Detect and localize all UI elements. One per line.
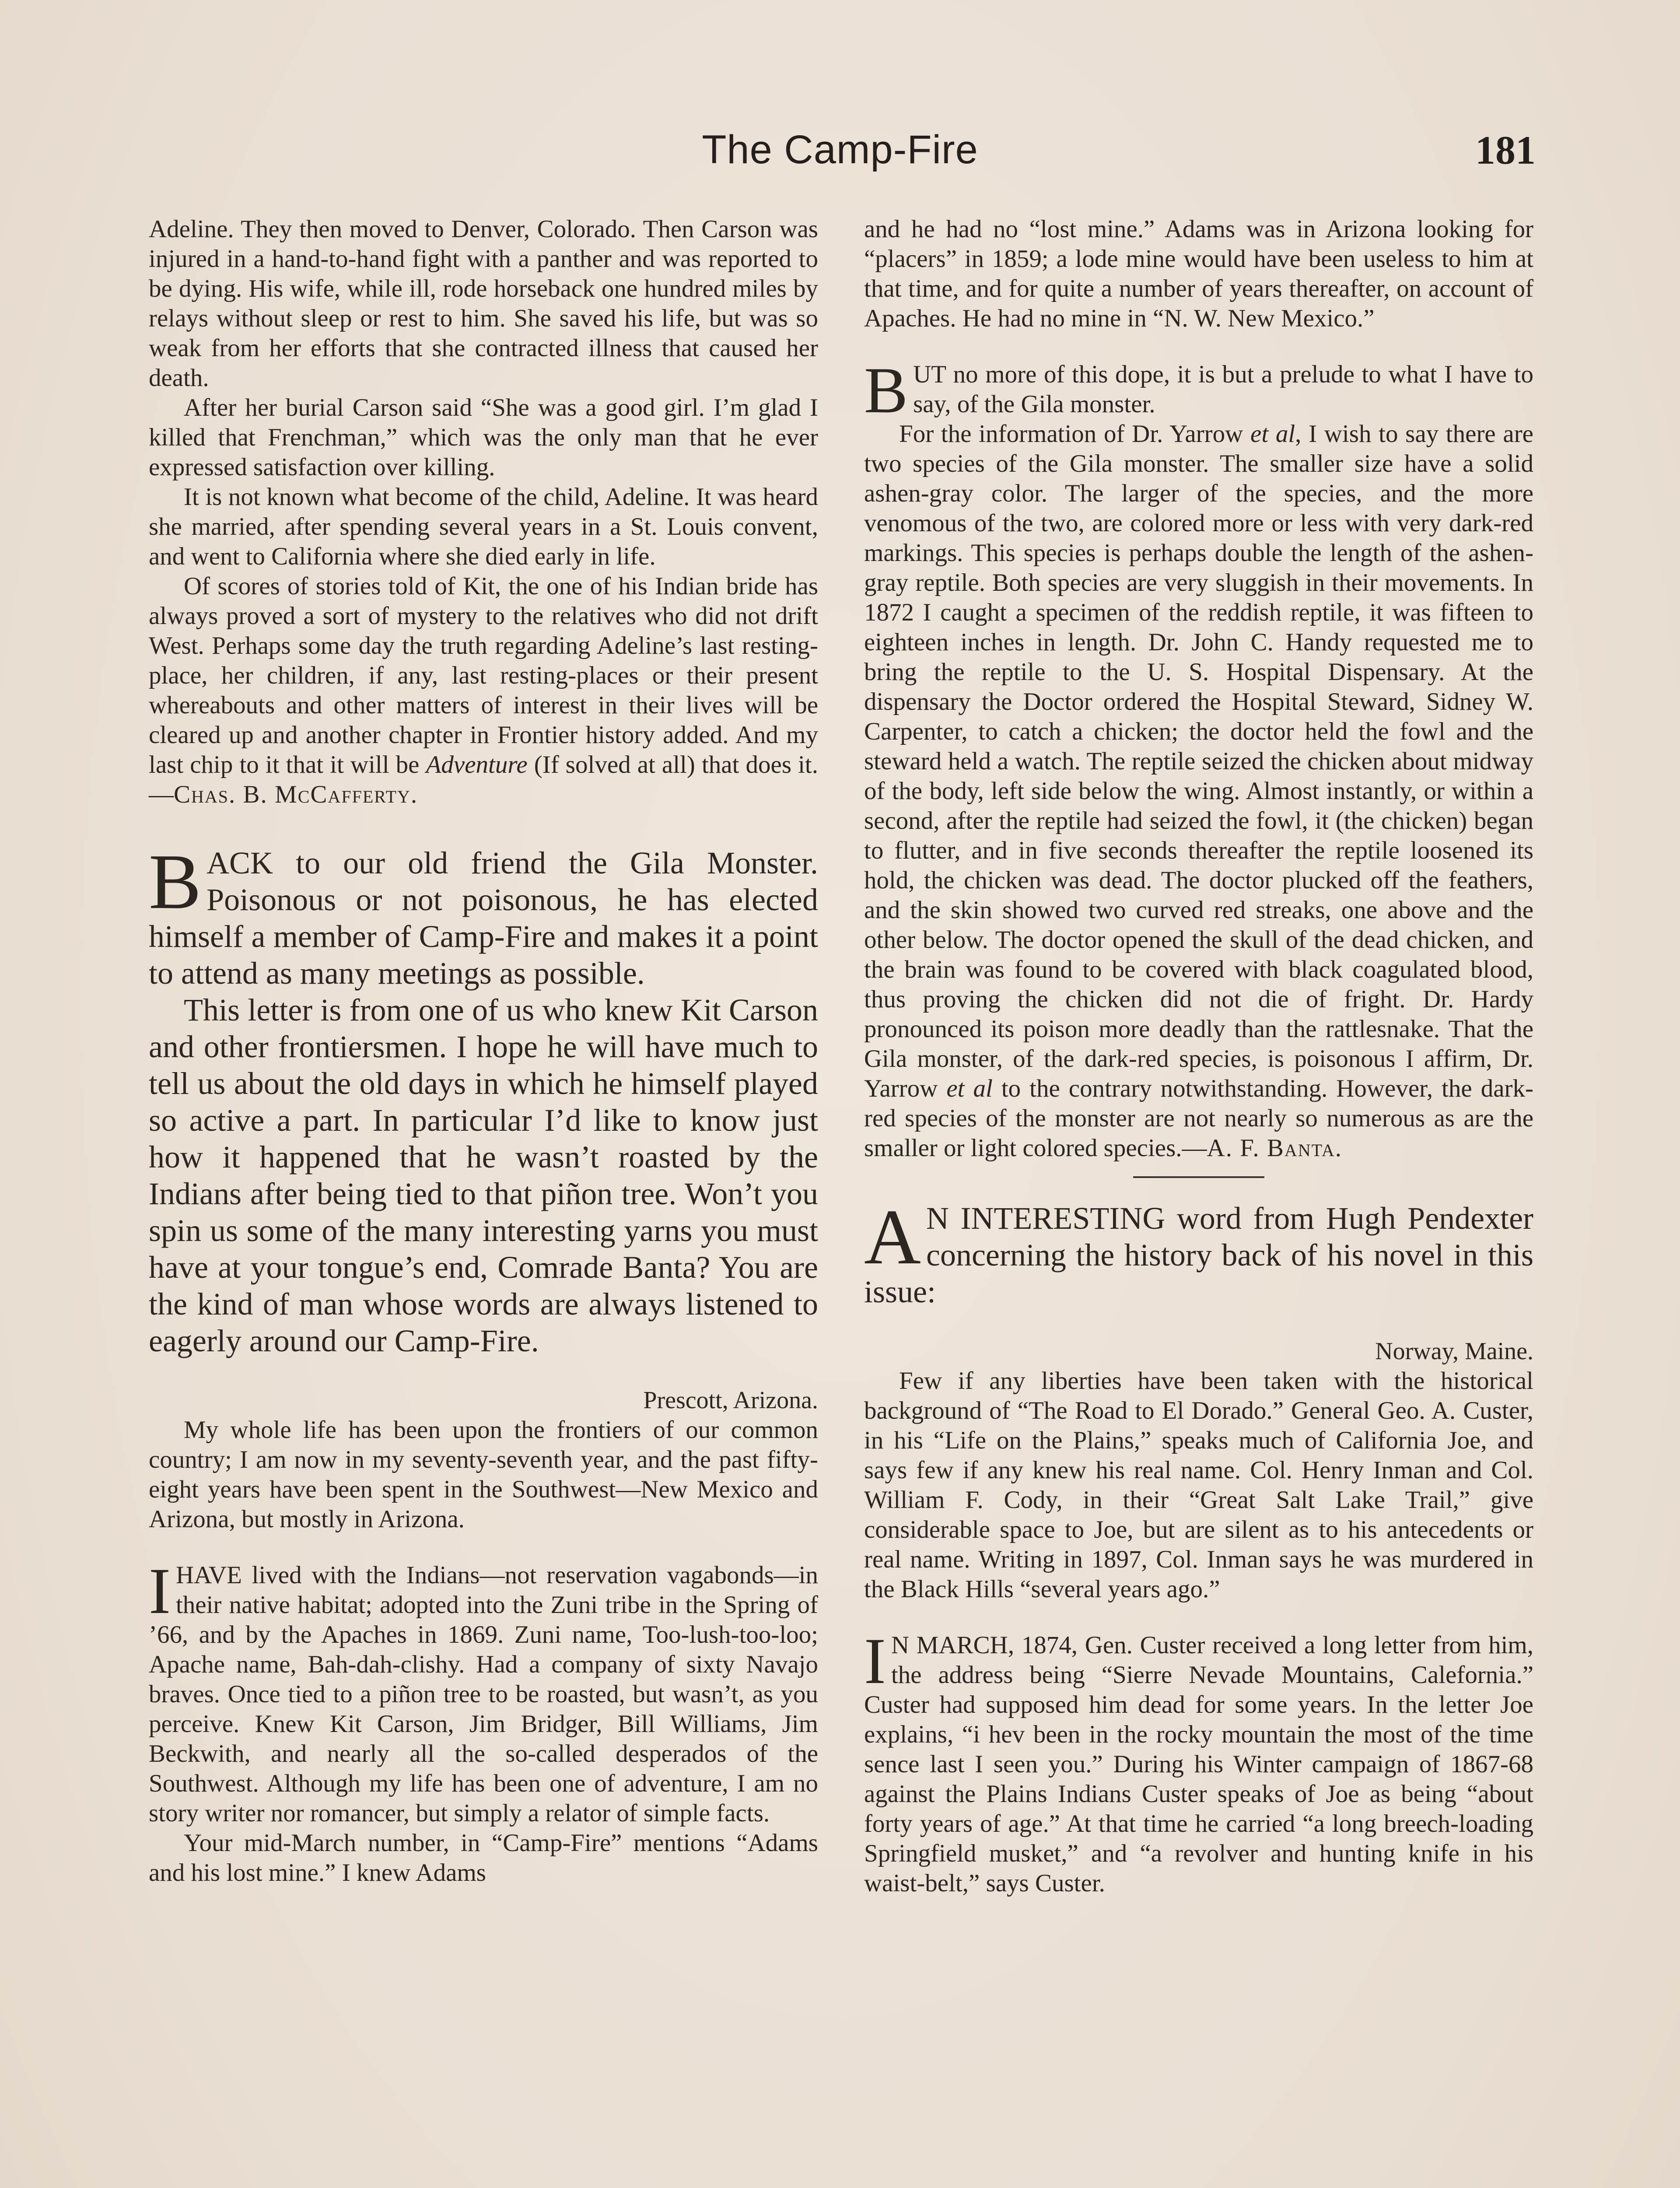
italic-text: et al [1250,420,1295,448]
text-run: to the contrary notwithstanding. However, the dark-red species of the monster are not nearly so numerous as are the smaller or light colored species.— [864,1075,1533,1162]
paragraph: and he had no “lost mine.” Adams was in Arizona looking for “placers” in 1859; a lode mine would have been useless to him at that time, and for quite a number of years thereafter, on account of Apaches. He had no mine in “N. W. New Mexico.” [864,215,1533,332]
paragraph [149,1555,818,1828]
text-run: ACK to our old friend the Gila Monster. Poisonous or not poisonous, he has elected himself a member of Camp-Fire and makes it a point to attend as many meetings as possible. [149,845,818,991]
letter-place: Norway, Maine. [1375,1338,1533,1365]
signature: Chas. B. McCafferty. [174,781,418,808]
drop-cap: A [864,1193,921,1280]
right-column [864,214,1533,1898]
paragraph [149,838,818,992]
text-run: N INTERESTING word from Hugh Pendexter concerning the history back of his novel in this issue: [864,1201,1533,1309]
paragraph: Few if any liberties have been taken with the historical background of “The Road to El Dorado.” General Geo. A. Custer, in his “Life on the Plains,” speaks much of California Joe, and says few if any knew his real name. Col. Henry Inman and Col. William F. Cody, in their “Great Salt Lake Trail,” give considerable space to Joe, but are silent as to his antecedents or real name. Writing in 1897, Col. Inman says he was murdered in the Black Hills “several years ago.” [864,1367,1533,1603]
text-run: For the information of Dr. Yarrow [899,420,1251,448]
running-title: The Camp-Fire [702,127,978,172]
drop-cap: B [149,838,202,925]
paragraph: Your mid-March number, in “Camp-Fire” mentions “Adams and his lost mine.” I knew Adams [149,1829,818,1886]
left-column [149,214,818,1888]
paragraph [864,419,1533,1163]
editor-intro [149,838,818,1359]
signature: A. F. Banta. [1207,1134,1342,1162]
page-number: 181 [1475,128,1536,172]
text-run: N MARCH, 1874, Gen. Custer received a long letter from him, the address being “Sierre Nevade Mountains, Calefornia.” Custer had supposed him dead for some years. In the letter Joe explains, “i hev been in the rocky mountain the most of the time sence last I seen you.” During his Winter campaign of 1867-68 against the Plains Indians Custer speaks of Joe as being “about forty years of age.” At that time he carried “a long breech-loading Springfield musket,” and “a revolver and hunting knife in his waist-belt,” says Custer. [864,1631,1533,1897]
paragraph: My whole life has been upon the frontiers of our common country; I am now in my seventy-seventh year, and the past fifty-eight years have been spent in the Southwest—New Mexico and Arizona, but mostly in Arizona. [149,1416,818,1533]
paragraph [864,354,1533,427]
editor-intro [864,1193,1533,1310]
text-run: (If solved at all) that does it.— [149,751,818,808]
italic-text: et al [946,1075,993,1102]
text-run: UT no more of this dope, it is but a prelude to what I have to say, of the Gila monster. [913,361,1533,418]
magazine-title: Adventure [426,751,528,778]
drop-cap: I [149,1555,171,1627]
text-run: , I wish to say there are two species of the Gila monster. The smaller size have a solid ashen-gray color. The larger of the species, and the more venomous of the two, are colored more or less with very dark-red markings. This species is perhaps double the length of the ashen-gray reptile. Both species are very sluggish in their movements. In 1872 I caught a specimen of the reddish reptile, it was fifteen to eighteen inches in length. Dr. John C. Handy requested me to bring the reptile to the U. S. Hospital Dispensary. At the dispensary the Doctor ordered the Hospital Steward, Sidney W. Carpenter, to catch a chicken; the doctor held the fowl and the steward held a watch. The reptile seized the chicken about midway of the body, left side below the wing. Almost instantly, or within a second, after the reptile had seized the fowl, it (the chicken) began to flutter, and in five seconds thereafter the reptile loosened its hold, the chicken was dead. The doctor plucked off the feathers, and the skin showed two curved red streaks, one above and the other below. The doctor opened the skull of the dead chicken, and the brain was found to be covered with black coagulated blood, thus proving the chicken did not die of fright. Dr. Hardy pronounced its poison more deadly than the rattlesnake. That the Gila monster, of the dark-red species, is poisonous I affirm, Dr. Yarrow [864,420,1533,1102]
paragraph: After her burial Carson said “She was a good girl. I’m glad I killed that Frenchman,” which was the only man that he ever expressed satisfaction over killing. [149,394,818,481]
paragraph: Adeline. They then moved to Denver, Colorado. Then Carson was injured in a hand-to-hand fight with a panther and was reported to be dying. His wife, while ill, rode horseback one hundred miles by relays without sleep or rest to him. She saved his life, but was so weak from her efforts that she contracted illness that caused her death. [149,215,818,392]
paragraph: It is not known what become of the child, Adeline. It was heard she married, after spending several years in a St. Louis convent, and went to California where she died early in life. [149,483,818,570]
paragraph [864,1625,1533,1898]
text-run: HAVE lived with the Indians—not reservation vagabonds—in their native habitat; adopted into the Zuni tribe in the Spring of ’66, and by the Apaches in 1869. Zuni name, Too-lush-too-loo; Apache name, Bah-dah-clishy. Had a company of sixty Navajo braves. Once tied to a piñon tree to be roasted, but wasn’t, as you perceive. Knew Kit Carson, Jim Bridger, Bill Williams, Jim Beckwith, and nearly all the so-called desperados of the Southwest. Although my life has been one of adventure, I am no story writer nor romancer, but simply a relator of simple facts. [149,1561,818,1827]
paragraph [149,572,818,810]
letter-place: Prescott, Arizona. [643,1387,818,1414]
drop-cap: I [864,1625,886,1697]
page-header [144,127,1536,188]
text-run: Of scores of stories told of Kit, the one of his Indian bride has always proved a sort of mystery to the relatives who did not drift West. Perhaps some day the truth regarding Adeline’s last resting-place, her children, if any, last resting-places or their present whereabouts and other matters of interest in their lives will be cleared up and another chapter in Frontier history added. And my last chip to it that it will be [149,572,818,778]
drop-cap: B [864,354,908,427]
paragraph: This letter is from one of us who knew Kit Carson and other frontiersmen. I hope he will have much to tell us about the old days in which he himself played so active a part. In particular I’d like to know just how it happened that he wasn’t roasted by the Indians after being tied to that piñon tree. Won’t you spin us some of the many interesting yarns you must have at your tongue’s end, Comrade Banta? You are the kind of man whose words are always listened to eagerly around our Camp-Fire. [149,992,818,1358]
section-divider [1133,1176,1264,1178]
paragraph [864,1193,1533,1310]
